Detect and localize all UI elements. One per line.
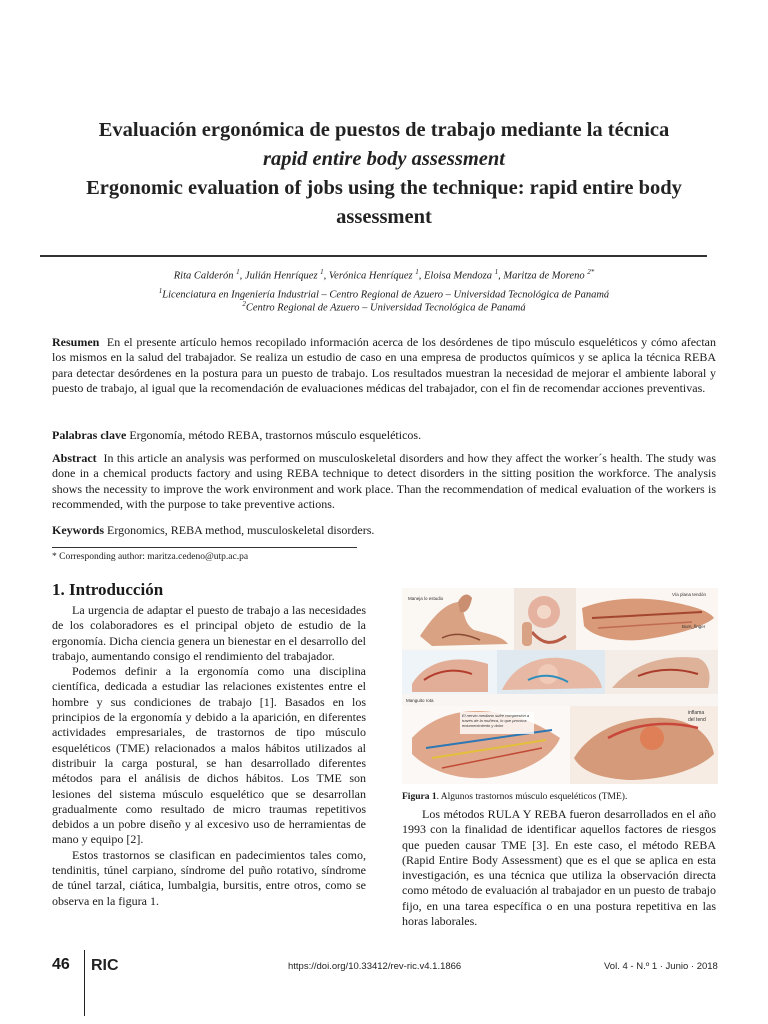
figure-caption-label: Figura 1 bbox=[402, 792, 437, 802]
paragraph: Los métodos RULA Y REBA fueron desarrollados en el año 1993 con la finalidad de identificar aquellos factores de riesgos que pueden causar TME [3]. En este caso, el método REBA (Rapid Entire Body Assessment) que es el que se aplica en esta investigación, es una técnica que utiliza la observación directa como método de evaluación al trabajador en un puesto de trabajo fijo, en una tarea específica o en una postura repetitiva en las horas laborales. bbox=[402, 807, 716, 929]
author-affil-mark: 1 bbox=[236, 268, 240, 276]
right-column bbox=[402, 807, 716, 929]
affiliation-2 bbox=[40, 298, 728, 315]
figure-inset-label: Vía plana tendón bbox=[672, 592, 707, 597]
author-affil-mark: 2* bbox=[587, 268, 595, 276]
author-affil-mark: 1 bbox=[494, 268, 499, 276]
author-name: Julián Henríquez bbox=[244, 270, 318, 282]
author-name: Maritza de Moreno bbox=[503, 270, 585, 282]
keywords-text: Ergonomics, REBA method, musculoskeletal disorders. bbox=[107, 523, 375, 537]
author-name: Verónica Henríquez bbox=[328, 270, 413, 282]
left-column bbox=[52, 580, 366, 909]
author-name: Eloisa Mendoza bbox=[424, 270, 492, 282]
footer-divider bbox=[84, 950, 85, 1016]
title-english: Ergonomic evaluation of jobs using the technique: rapid entire body bbox=[86, 177, 682, 199]
keywords-block bbox=[52, 523, 716, 538]
title-divider bbox=[40, 255, 707, 257]
abstract-label: Abstract bbox=[52, 451, 97, 465]
author-affil-mark: 1 bbox=[415, 268, 419, 276]
figure-inset-label: inflama bbox=[688, 710, 705, 716]
affiliation-mark: 2 bbox=[242, 300, 246, 308]
figure-caption-text: . Algunos trastornos músculo esqueléticos (TME). bbox=[436, 792, 628, 802]
author-name: Rita Calderón bbox=[173, 270, 234, 282]
affiliation-text: Licenciatura en Ingeniería Industrial – Centro Regional de Azuero – Universidad Tecnológica de Panamá bbox=[162, 289, 610, 301]
journal-logo: RIC bbox=[91, 957, 119, 974]
abstract-block bbox=[52, 451, 716, 512]
resumen-label: Resumen bbox=[52, 335, 100, 349]
title-english-cont: assessment bbox=[336, 206, 432, 228]
figure-1-caption bbox=[402, 791, 718, 803]
page-number: 46 bbox=[52, 956, 70, 973]
title-spanish-italic: rapid entire body assessment bbox=[262, 148, 506, 170]
paper-title bbox=[40, 116, 728, 232]
resumen-text: En el presente artículo hemos recopilado información acerca de los desórdenes de tipo músculo esqueléticos y cómo afectan los mismos en la salud del trabajador. Se realiza un estudio de caso en una empresa de productos químicos y se aplica la técnica REBA para detectar desórdenes en la postura para un puesto de trabajo. Los resultados muestran la necesidad de mejorar el ambiente laboral y puesto de trabajo, al igual que la recomendación de evaluaciones médicas del trabajador, con el fin de recomendar acciones preventivas. bbox=[52, 335, 716, 395]
figure-inset-label: Burn_finger bbox=[682, 624, 706, 629]
paragraph: Estos trastornos se clasifican en padecimientos tales como, tendinitis, túnel carpiano, síndrome del puño rotativo, síndrome de túnel tarzal, ciática, lumbalgia, bursitis, entre otros, como se observa en la figura 1. bbox=[52, 847, 366, 908]
figure-inset-label: Manguito rota bbox=[406, 698, 434, 703]
page-footer bbox=[0, 950, 768, 990]
palabras-clave-label: Palabras clave bbox=[52, 428, 127, 442]
keywords-label: Keywords bbox=[52, 523, 104, 537]
resumen-block bbox=[52, 335, 716, 396]
figure-inset-label: Maneja lo estudio bbox=[408, 596, 444, 601]
figure-inset-label: El nervio mediano sufre compresión a través de la muñeca, lo que provoca entumecimiento y dolor bbox=[462, 713, 530, 728]
palabras-clave-block bbox=[52, 428, 716, 443]
figure-1-image bbox=[402, 588, 718, 784]
author-list: Rita Calderón $^1$, Julián Henríquez $^1$, Verónica Henríquez $^1$, Eloisa Mendoza $^1$, Maritza de Moreno $^{2*}$ bbox=[173, 268, 595, 282]
author-affil-mark: 1 bbox=[320, 268, 324, 276]
abstract-text: In this article an analysis was performed on musculoskeletal disorders and how they affect the worker´s health. The study was done in a chemical products factory and using REBA technique to detect disorders in the sitting position the workforce. The analysis shows the necessity to improve the work environment and work place. Than the recommendation of medical evaluation of the workers is recommended, with the purpose to take preventive actions. bbox=[52, 451, 717, 511]
section-heading: 1. Introducción bbox=[52, 580, 164, 599]
doi-link[interactable]: https://doi.org/10.33412/rev-ric.v4.1.1866 bbox=[288, 961, 462, 972]
corresponding-author-footnote: * Corresponding author: maritza.cedeno@utp.ac.pa bbox=[52, 552, 249, 562]
figure-inset-label: del tend bbox=[688, 717, 706, 723]
paragraph: La urgencia de adaptar el puesto de trabajo a las necesidades de los colaboradores es el principal objeto de estudio de la ergonomía. Dicha ciencia genera un bienestar en el desarrollo del trabajo, aumentando consigo el rendimiento del trabajador. bbox=[52, 603, 366, 663]
affiliation-text: Centro Regional de Azuero – Universidad Tecnológica de Panamá bbox=[245, 302, 526, 314]
affiliation-mark: 1 bbox=[158, 287, 163, 295]
volume-info: Vol. 4 - N.º 1 · Junio · 2018 bbox=[604, 961, 718, 972]
palabras-clave-text: Ergonomía, método REBA, trastornos músculo esqueléticos. bbox=[129, 428, 422, 442]
msd-illustration bbox=[402, 588, 718, 784]
footnote-divider bbox=[52, 547, 357, 548]
title-spanish: Evaluación ergonómica de puestos de trabajo mediante la técnica bbox=[98, 119, 670, 141]
paragraph: Podemos definir a la ergonomía como una disciplina científica, dedicada a estudiar las relaciones existentes entre el hombre y sus condiciones de trabajo [1]. Basados en los principios de la ergonomía y debido a la aparición, en diferentes actividades empresariales, de trastornos de tipo músculo esqueléticos (TME) relacionados a malos hábitos utilizados al distribuir la carga postural, se han desarrollado diferentes métodos para el análisis de dichos hábitos. Los TME son lesiones del sistema músculo esquelético que se desarrollan gradualmente como resultado de micro traumas repetitivos debidos a un pobre diseño y al excesivo uso de herramientas de mano y equipo [2]. bbox=[52, 664, 366, 847]
